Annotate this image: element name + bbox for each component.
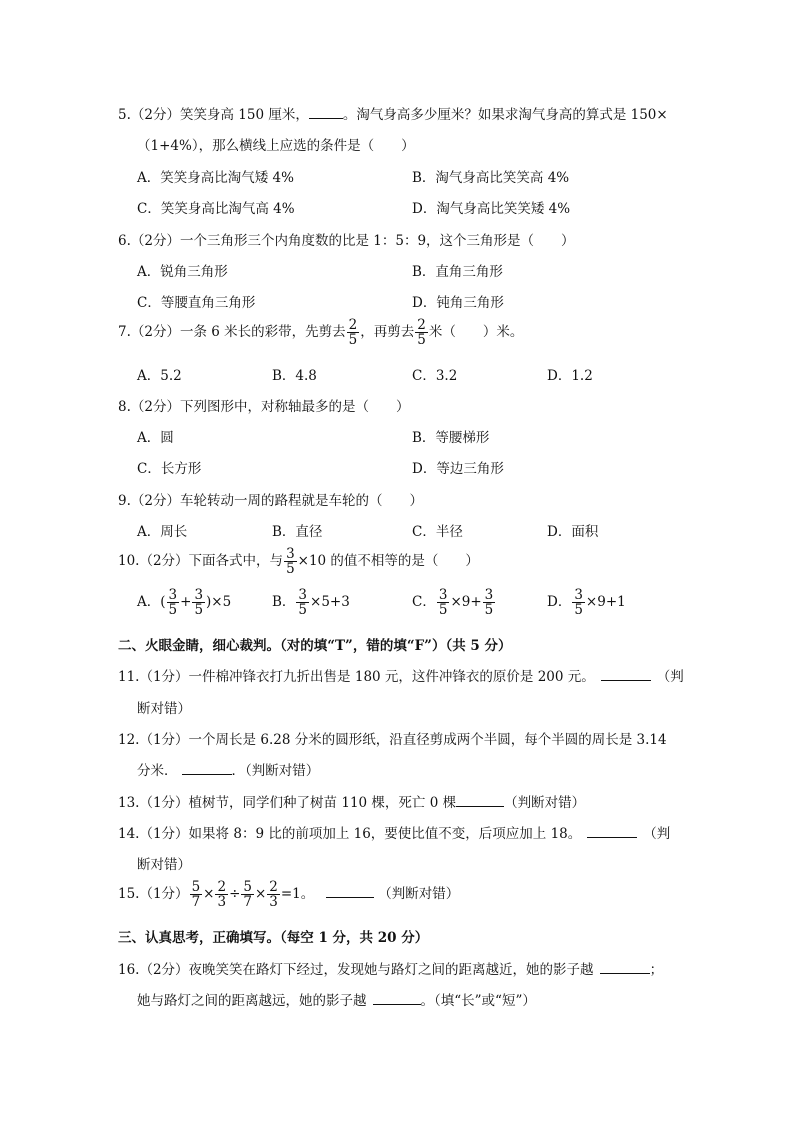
q6-option-d[interactable]: D．钝角三角形 (412, 295, 504, 311)
fraction: $\frac{2}{3}$ (217, 879, 227, 910)
answer-blank[interactable] (600, 961, 650, 974)
fraction: $\frac{5}{7}$ (243, 879, 252, 910)
answer-blank[interactable] (326, 885, 374, 898)
q5-line1: 5.（2分）笑笑身高 150 厘米， 。淘气身高多少厘米？如果求淘气身高的算式是 150× (118, 107, 668, 123)
q14-line1: 14.（1分）如果将 8：9 比的前项加上 16，要使比值不变，后项应加上 18。 （判 (118, 826, 671, 842)
q5-option-a[interactable]: A．笑笑身高比淘气矮 4% (137, 170, 294, 186)
q10-option-d[interactable]: D． $\frac{3}{5}$ ×9+1 (547, 587, 626, 618)
fraction: $\frac{3}{5}$ (484, 587, 494, 618)
q7-option-c[interactable]: C．3.2 (412, 368, 458, 384)
q16-line1: 16.（2分）夜晚笑笑在路灯下经过，发现她与路灯之间的距离越近，她的影子越 ； (118, 962, 664, 978)
fraction: $\frac{3}{5}$ (286, 546, 295, 577)
q5-option-d[interactable]: D．淘气身高比笑笑矮 4% (412, 201, 571, 217)
answer-blank[interactable] (587, 825, 637, 838)
q13-stem: 13.（1分）植树节，同学们种了树苗 110 棵，死亡 0 棵 （判断对错） (118, 795, 586, 811)
q12-line2: 分米． ．（判断对错） (137, 763, 320, 779)
q9-option-b[interactable]: B．直径 (272, 524, 323, 540)
q16-line2: 她与路灯之间的距离越远，她的影子越 。（填“长”或“短”） (137, 993, 536, 1009)
fraction: $\frac{2}{3}$ (269, 879, 278, 910)
section-heading-2: 二、火眼金睛，细心裁判。（对的填“T”，错的填“F”）（共 5 分） (118, 638, 512, 654)
q7-stem: 7.（2分）一条 6 米长的彩带，先剪去 $\frac{2}{5}$ ，再剪去 $\frac{2}{5}$ 米（ ）米。 (118, 317, 524, 348)
q7-option-b[interactable]: B．4.8 (272, 368, 317, 384)
answer-blank[interactable] (456, 794, 504, 807)
q9-option-c[interactable]: C．半径 (412, 524, 463, 540)
q14-line2: 断对错） (137, 857, 191, 873)
q6-option-c[interactable]: C．等腰直角三角形 (137, 295, 256, 311)
q15-stem: 15.（1分） $\frac{5}{7}$ × $\frac{2}{3}$ ÷ $\frac{5}{7}$ × $\frac{2}{3}$ =1。 （判断对错） (118, 879, 460, 910)
q9-stem: 9.（2分）车轮转动一周的路程就是车轮的（ ） (118, 493, 423, 509)
q11-line2: 断对错） (137, 701, 191, 717)
answer-blank[interactable] (182, 762, 232, 775)
q8-option-a[interactable]: A．圆 (137, 430, 174, 446)
q10-stem: 10.（2分）下面各式中，与 $\frac{3}{5}$ ×10 的值不相等的是（ ） (118, 546, 479, 577)
q8-option-b[interactable]: B．等腰梯形 (412, 430, 490, 446)
q11-line1: 11.（1分）一件棉冲锋衣打九折出售是 180 元，这件冲锋衣的原价是 200 元。 （判 (118, 669, 684, 685)
q8-option-d[interactable]: D．等边三角形 (412, 461, 504, 477)
answer-blank[interactable] (601, 668, 651, 681)
fraction: $\frac{3}{5}$ (574, 587, 583, 618)
q5-option-c[interactable]: C．笑笑身高比淘气高 4% (137, 201, 295, 217)
q9-option-d[interactable]: D．面积 (547, 524, 599, 540)
q10-option-c[interactable]: C． $\frac{3}{5}$ ×9+ $\frac{3}{5}$ (412, 587, 494, 618)
q6-stem: 6.（2分）一个三角形三个内角度数的比是 1：5：9，这个三角形是（ ） (118, 233, 575, 249)
fraction: $\frac{2}{5}$ (417, 317, 426, 348)
q9-option-a[interactable]: A．周长 (137, 524, 188, 540)
q5-option-b[interactable]: B．淘气身高比笑笑高 4% (412, 170, 570, 186)
q7-option-a[interactable]: A．5.2 (137, 368, 182, 384)
q8-stem: 8.（2分）下列图形中，对称轴最多的是（ ） (118, 399, 410, 415)
fraction: $\frac{3}{5}$ (438, 587, 448, 618)
q8-option-c[interactable]: C．长方形 (137, 461, 202, 477)
q10-option-b[interactable]: B． $\frac{3}{5}$ ×5+3 (272, 587, 350, 618)
fraction: $\frac{5}{7}$ (191, 879, 201, 910)
answer-blank[interactable] (309, 106, 343, 119)
q5-line2: （1+4%），那么横线上应选的条件是（ ） (137, 138, 415, 154)
fraction: $\frac{3}{5}$ (298, 587, 308, 618)
answer-blank[interactable] (373, 992, 421, 1005)
q7-option-d[interactable]: D．1.2 (547, 368, 593, 384)
fraction: $\frac{3}{5}$ (194, 587, 204, 618)
section-heading-3: 三、认真思考，正确填写。（每空 1 分，共 20 分） (118, 930, 429, 946)
q6-option-b[interactable]: B．直角三角形 (412, 264, 503, 280)
fraction: $\frac{2}{5}$ (348, 317, 358, 348)
fraction: $\frac{3}{5}$ (168, 587, 178, 618)
q10-option-a[interactable]: A．( $\frac{3}{5}$ + $\frac{3}{5}$ )×5 (137, 587, 232, 618)
q6-option-a[interactable]: A．锐角三角形 (137, 264, 228, 280)
q12-line1: 12.（1分）一个周长是 6.28 分米的圆形纸，沿直径剪成两个半圆，每个半圆的周长是 3.14 (118, 732, 667, 748)
